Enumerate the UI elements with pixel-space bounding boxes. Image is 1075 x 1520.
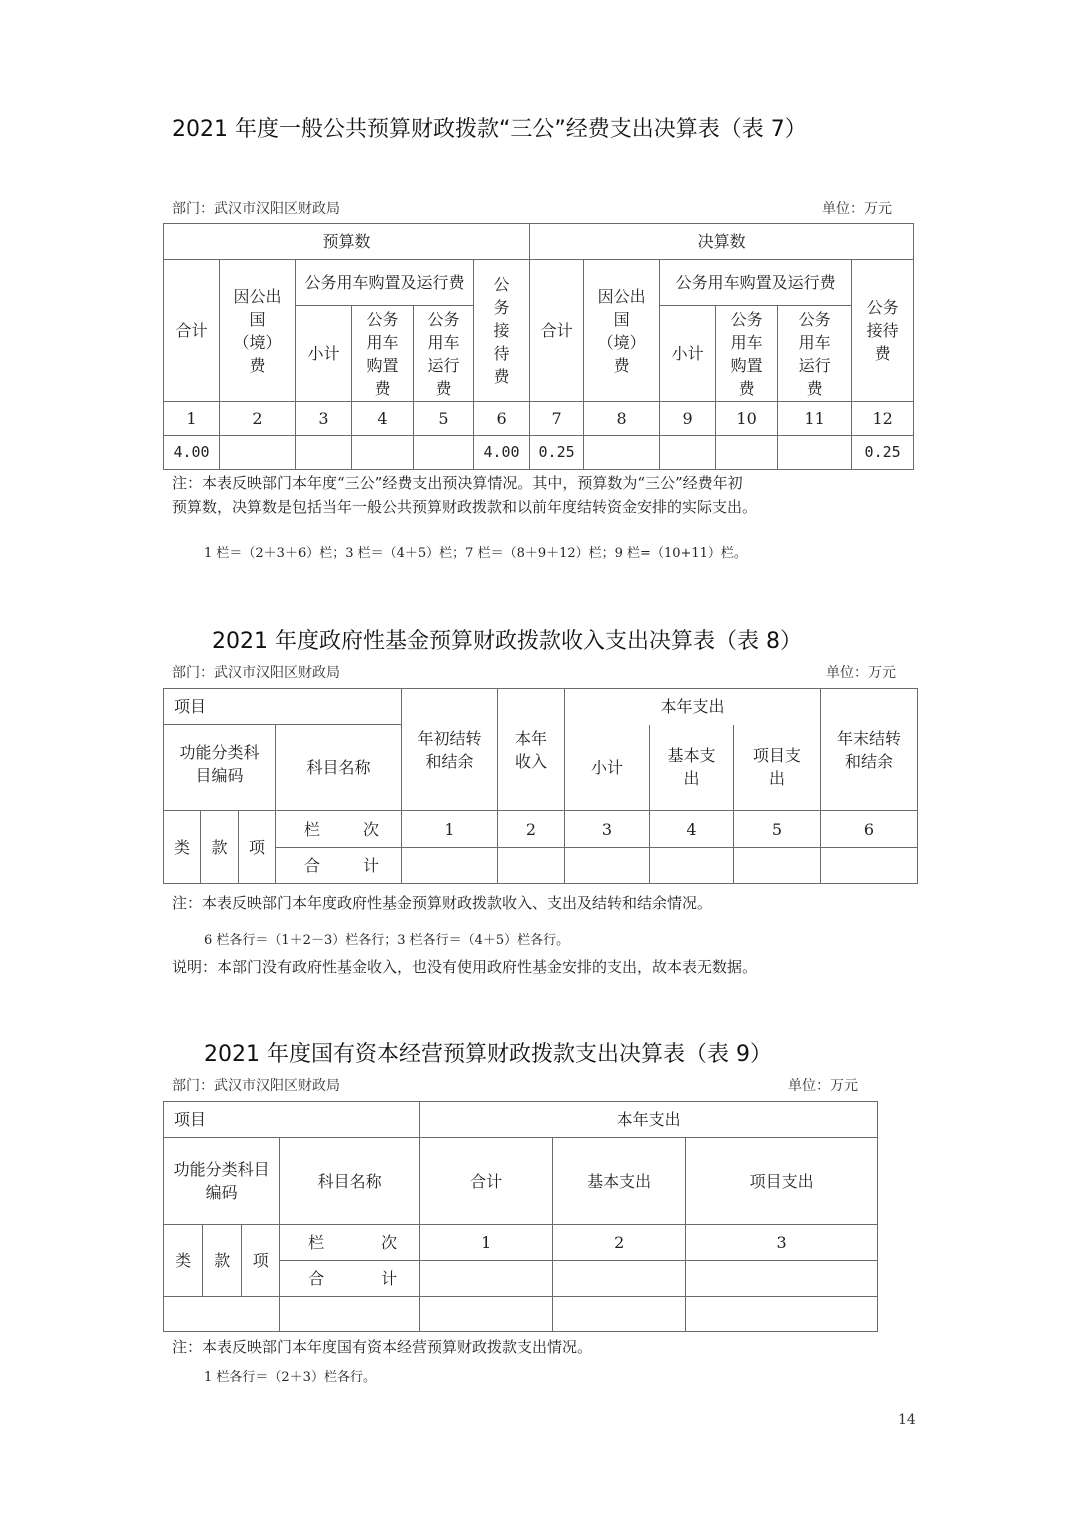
total-cell — [553, 1261, 686, 1297]
column-number: 8 — [584, 402, 660, 436]
column-number-row — [164, 402, 914, 436]
budget-subtotal-header: 小计 — [296, 306, 352, 402]
table9-title: 2021 年度国有资本经营预算财政拨款支出决算表（表 9） — [204, 1042, 772, 1067]
page-number: 14 — [898, 1412, 916, 1428]
table9-department: 部门：武汉市汉阳区财政局 — [172, 1078, 340, 1094]
t8-project-header: 项目支出 — [734, 725, 821, 811]
t9-heji-b: 计 — [381, 1269, 398, 1288]
budget-abroad-header: 因公出国（境）费 — [220, 260, 296, 402]
column-number: 7 — [530, 402, 584, 436]
column-number: 5 — [414, 402, 474, 436]
empty-cell — [553, 1297, 686, 1332]
t8-item-header: 项目 — [164, 689, 402, 725]
t9-lanci-label — [280, 1231, 419, 1254]
table7-formula: 1 栏＝（2＋3＋6）栏；3 栏＝（4＋5）栏；7 栏＝（8＋9＋12）栏；9 栏=（10+11）栏。 — [204, 546, 747, 561]
t8-end-balance-header: 年末结转和结余 — [821, 689, 918, 811]
t8-heji-b: 计 — [363, 856, 380, 875]
table7-unit: 单位：万元 — [822, 201, 892, 217]
table8-formula: 6 栏各行＝（1＋2－3）栏各行；3 栏各行＝（4＋5）栏各行。 — [204, 933, 570, 948]
t9-basic-header: 基本支出 — [553, 1138, 686, 1225]
final-group-header: 决算数 — [530, 224, 914, 260]
t8-func-code-header: 功能分类科目编码 — [164, 725, 276, 811]
budget-total-header: 合计 — [164, 260, 220, 402]
budget-group-header: 预算数 — [164, 224, 530, 260]
t8-lanci-label — [276, 818, 401, 841]
final-abroad-header: 因公出国（境）费 — [584, 260, 660, 402]
t8-subject-name-header: 科目名称 — [276, 725, 402, 811]
table8-unit: 单位：万元 — [826, 665, 896, 681]
empty-cell — [686, 1297, 878, 1332]
value-cell — [584, 436, 660, 470]
final-car-running-header: 公务用车运行费 — [778, 306, 852, 402]
column-number: 4 — [650, 811, 734, 848]
t8-heji-label — [276, 854, 401, 877]
t9-lanci-b: 次 — [381, 1233, 398, 1252]
t8-kuan-header: 款 — [201, 811, 239, 884]
column-number: 12 — [852, 402, 914, 436]
table8-note: 注：本表反映部门本年度政府性基金预算财政拨款收入、支出及结转和结余情况。 — [172, 894, 713, 912]
t8-lanci-a: 栏 — [304, 819, 321, 839]
t8-subtotal-header: 小计 — [565, 725, 650, 811]
value-cell: 0.25 — [530, 436, 584, 470]
table7-department: 部门：武汉市汉阳区财政局 — [172, 201, 340, 217]
t9-heji-label — [280, 1267, 419, 1290]
value-cell — [352, 436, 414, 470]
t9-project-header: 项目支出 — [686, 1138, 878, 1225]
table9-unit: 单位：万元 — [788, 1078, 858, 1094]
final-car-purchase-header: 公务用车购置费 — [716, 306, 778, 402]
total-cell — [650, 848, 734, 884]
column-number: 1 — [164, 402, 220, 436]
column-number: 2 — [498, 811, 565, 848]
column-number: 2 — [220, 402, 296, 436]
t9-expense-group-header: 本年支出 — [420, 1102, 878, 1138]
t8-xiang-header: 项 — [239, 811, 276, 884]
value-cell: 4.00 — [164, 436, 220, 470]
total-cell — [420, 1261, 553, 1297]
total-cell — [734, 848, 821, 884]
column-number: 2 — [553, 1225, 686, 1261]
column-number: 6 — [474, 402, 530, 436]
budget-reception-header: 公务接待费 — [474, 260, 530, 402]
empty-cell — [420, 1297, 553, 1332]
value-cell — [778, 436, 852, 470]
column-number: 4 — [352, 402, 414, 436]
value-cell — [296, 436, 352, 470]
t9-lanci-a: 栏 — [308, 1233, 325, 1252]
table9-note: 注：本表反映部门本年度国有资本经营预算财政拨款支出情况。 — [172, 1338, 593, 1356]
t9-heji-a: 合 — [308, 1269, 325, 1288]
budget-car-purchase-header: 公务用车购置费 — [352, 306, 414, 402]
t9-subject-name-header: 科目名称 — [280, 1138, 420, 1225]
t9-lei-header: 类 — [164, 1225, 203, 1297]
t9-empty-row — [164, 1297, 878, 1332]
final-car-group-header: 公务用车购置及运行费 — [660, 260, 852, 306]
total-cell — [565, 848, 650, 884]
table8 — [163, 688, 918, 884]
t8-lei-header: 类 — [164, 811, 201, 884]
table7 — [163, 223, 914, 470]
empty-cell — [280, 1297, 420, 1332]
column-number: 10 — [716, 402, 778, 436]
budget-car-group-header: 公务用车购置及运行费 — [296, 260, 474, 306]
table7-note-line1: 注：本表反映部门本年度“三公”经费支出预决算情况。其中，预算数为“三公”经费年初 — [172, 474, 743, 492]
column-number: 1 — [402, 811, 498, 848]
t8-income-header: 本年收入 — [498, 689, 565, 811]
column-number: 9 — [660, 402, 716, 436]
t9-kuan-header: 款 — [203, 1225, 242, 1297]
final-subtotal-header: 小计 — [660, 306, 716, 402]
column-number: 5 — [734, 811, 821, 848]
column-number: 1 — [420, 1225, 553, 1261]
value-cell: 4.00 — [474, 436, 530, 470]
table9-formula: 1 栏各行＝（2＋3）栏各行。 — [204, 1370, 376, 1385]
value-cell — [716, 436, 778, 470]
t9-item-header: 项目 — [164, 1102, 420, 1138]
t9-total-header: 合计 — [420, 1138, 553, 1225]
total-cell — [686, 1261, 878, 1297]
t8-expense-group-header: 本年支出 — [565, 689, 821, 725]
value-cell — [220, 436, 296, 470]
column-number: 3 — [565, 811, 650, 848]
value-cell: 0.25 — [852, 436, 914, 470]
column-number: 11 — [778, 402, 852, 436]
total-cell — [402, 848, 498, 884]
table8-department: 部门：武汉市汉阳区财政局 — [172, 665, 340, 681]
t9-xiang-header: 项 — [242, 1225, 280, 1297]
final-reception-header: 公务接待费 — [852, 260, 914, 402]
column-number: 3 — [686, 1225, 878, 1261]
table7-note-line2: 预算数，决算数是包括当年一般公共预算财政拨款和以前年度结转资金安排的实际支出。 — [172, 498, 758, 516]
table8-title: 2021 年度政府性基金预算财政拨款收入支出决算表（表 8） — [212, 629, 802, 654]
budget-car-running-header: 公务用车运行费 — [414, 306, 474, 402]
empty-cell — [164, 1297, 280, 1332]
value-cell — [414, 436, 474, 470]
value-cell — [660, 436, 716, 470]
column-number: 6 — [821, 811, 918, 848]
t9-func-code-header: 功能分类科目编码 — [164, 1138, 280, 1225]
table8-explanation: 说明：本部门没有政府性基金收入，也没有使用政府性基金安排的支出，故本表无数据。 — [172, 958, 758, 976]
t8-lanci-b: 次 — [363, 819, 380, 839]
table9 — [163, 1101, 878, 1332]
t8-heji-a: 合 — [304, 856, 321, 875]
value-row — [164, 436, 914, 470]
final-total-header: 合计 — [530, 260, 584, 402]
total-cell — [498, 848, 565, 884]
t8-begin-balance-header: 年初结转和结余 — [402, 689, 498, 811]
t8-basic-header: 基本支出 — [650, 725, 734, 811]
total-cell — [821, 848, 918, 884]
table7-title: 2021 年度一般公共预算财政拨款“三公”经费支出决算表（表 7） — [172, 117, 807, 142]
column-number: 3 — [296, 402, 352, 436]
